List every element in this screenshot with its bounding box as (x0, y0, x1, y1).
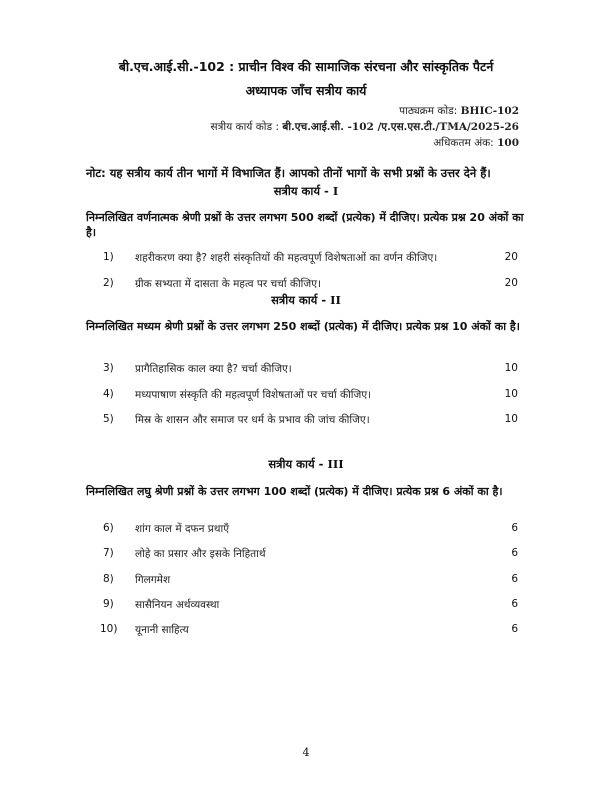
section-heading-2: सत्रीय कार्य - II (271, 293, 341, 307)
course-code-line (399, 104, 519, 118)
question-text: ग्रीक सभ्यता में दासता के महत्व पर चर्चा कीजिए। (135, 278, 321, 290)
assignment-code-line (210, 120, 519, 134)
question-marks: 6 (511, 547, 518, 559)
question-number: 1) (103, 251, 114, 263)
question-number: 5) (103, 413, 114, 425)
question-text: मिस्र के शासन और समाज पर धर्म के प्रभाव की जांच कीजिए। (135, 414, 370, 426)
question-marks: 10 (504, 388, 518, 400)
question-number: 10) (100, 623, 118, 635)
section-instruction-2: निम्नलिखित मध्यम श्रेणी प्रश्नों के उत्तर लगभग 250 शब्दों (प्रत्येक) में दीजिए। प्रत्येक प्रश्न 10 अंकों का है। (86, 320, 520, 333)
assignment-code: बी.एच.आई.सी. -102 /ए.एस.एस.टी./TMA/2025-26 (282, 121, 519, 133)
question-text: लोहे का प्रसार और इसके निहितार्थ (135, 548, 266, 560)
question-marks: 6 (511, 573, 518, 585)
question-text: प्रागैतिहासिक काल क्या है? चर्चा कीजिए। (135, 363, 292, 375)
question-marks: 20 (504, 251, 518, 263)
assignment-code-label: सत्रीय कार्य कोड : (210, 121, 280, 133)
question-number: 9) (103, 598, 114, 610)
section-heading-1: सत्रीय कार्य - I (273, 184, 339, 198)
question-text: गिलगमेश (135, 574, 171, 586)
question-number: 4) (103, 388, 114, 400)
note-text: नोट: यह सत्रीय कार्य तीन भागों में विभाजित हैं। आपको तीनों भागों के सभी प्रश्नों के उत्तर देने हैं। (86, 166, 491, 180)
question-text: शहरीकरण क्या है? शहरी संस्कृतियों की महत्वपूर्ण विशेषताओं का वर्णन कीजिए। (135, 252, 438, 264)
max-marks: 100 (497, 137, 519, 149)
question-marks: 6 (511, 598, 518, 610)
course-title: बी.एच.आई.सी.-102 : प्राचीन विश्व की सामाजिक संरचना और सांस्कृतिक पैटर्न (118, 59, 494, 74)
question-marks: 6 (511, 522, 518, 534)
question-number: 8) (103, 573, 114, 585)
question-number: 7) (103, 547, 114, 559)
page-number: 4 (302, 746, 310, 759)
question-number: 6) (103, 522, 114, 534)
max-marks-line (433, 136, 519, 150)
question-text: मध्यपाषाण संस्कृति की महत्वपूर्ण विशेषताओं पर चर्चा कीजिए। (135, 389, 372, 401)
section-heading-3: सत्रीय कार्य - III (268, 457, 344, 471)
question-marks: 20 (504, 277, 518, 289)
max-marks-label: अधिकतम अंक: (433, 137, 494, 149)
question-marks: 10 (504, 413, 518, 425)
question-number: 2) (103, 277, 114, 289)
assignment-title: अध्यापक जाँच सत्रीय कार्य (245, 83, 367, 98)
question-number: 3) (103, 362, 114, 374)
section-instruction-1: निम्नलिखित वर्णनात्मक श्रेणी प्रश्नों के उत्तर लगभग 500 शब्दों (प्रत्येक) में दीजिए। प्रत्येक प्रश्न 20 अंकों का है। (86, 211, 524, 239)
question-marks: 10 (504, 362, 518, 374)
section-instruction-3: निम्नलिखित लघु श्रेणी प्रश्नों के उत्तर लगभग 100 शब्दों (प्रत्येक) में दीजिए। प्रत्येक प्रश्न 6 अंकों का है। (86, 485, 503, 498)
question-text: शांग काल में दफन प्रथाएँ (135, 523, 230, 535)
question-text: सासैनियन अर्थव्यवस्था (135, 599, 220, 611)
course-code-label: पाठ्यक्रम कोड: (399, 105, 458, 117)
course-code: BHIC-102 (460, 105, 519, 117)
question-text: यूनानी साहित्य (135, 624, 189, 636)
question-marks: 6 (511, 623, 518, 635)
